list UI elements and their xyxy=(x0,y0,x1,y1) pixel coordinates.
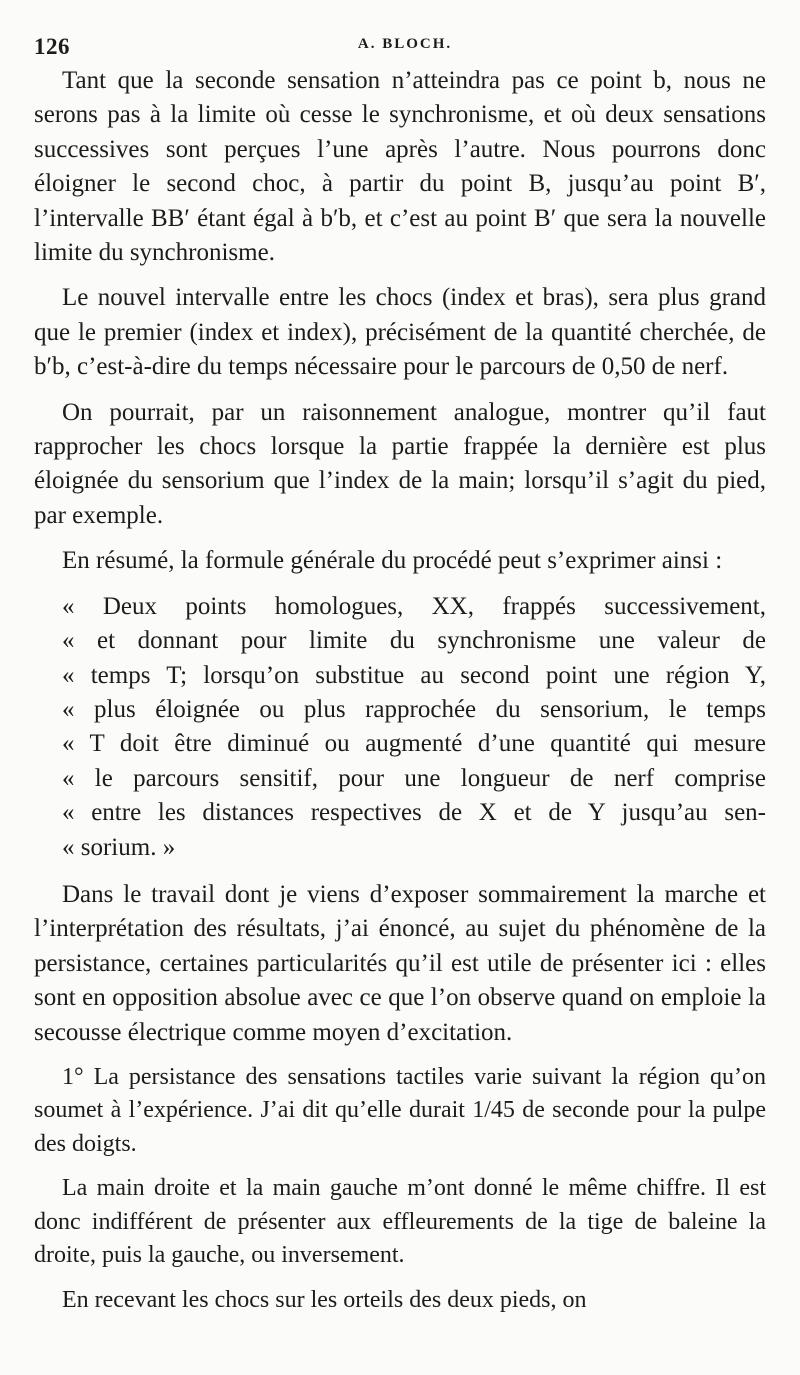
paragraph: La main droite et la main gauche m’ont donné le même chiffre. Il est donc indifférent de présenter aux effleurements de la tige de baleine la droite, puis la gauche, ou inversement. xyxy=(34,1175,766,1269)
quote-line: « temps T; lorsqu’on substitue au second point une région Y, xyxy=(62,661,766,689)
page-header xyxy=(34,34,776,64)
block-quote xyxy=(34,590,766,865)
quote-line: « plus éloignée ou plus rapprochée du sensorium, le temps xyxy=(62,695,766,723)
paragraph: En recevant les chocs sur les orteils des deux pieds, on xyxy=(62,1286,587,1313)
quote-line: « Deux points homologues, XX, frappés successivement, xyxy=(62,592,766,620)
paragraph: Dans le travail dont je viens d’exposer sommairement la marche et l’interprétation des résultats, j’ai énoncé, au sujet du phénomène de la persistance, certaines particularités qu’il est utile de présenter ici : elles sont en opposition absolue avec ce que l’on observe quand on emploie la secousse électrique comme moyen d’excitation. xyxy=(34,880,766,1046)
paragraph: On pourrait, par un raisonnement analogue, montrer qu’il faut rapprocher les chocs lorsque la partie frappée la dernière est plus éloignée du sensorium que l’index de la main; lorsqu’il s’agit du pied, par exemple. xyxy=(34,398,766,529)
paragraph: Le nouvel intervalle entre les chocs (index et bras), sera plus grand que le premier (index et index), précisément de la quantité cherchée, de b′b, c’est-à-dire du temps nécessaire pour le parcours de 0,50 de nerf. xyxy=(34,284,766,381)
quote-line: « le parcours sensitif, pour une longueur de nerf comprise xyxy=(62,764,766,792)
body-text xyxy=(34,64,766,1317)
quote-line: « entre les distances respectives de X et de Y jusqu’au sen- xyxy=(62,799,766,827)
running-head: A. BLOCH. xyxy=(357,36,453,52)
paragraph: En résumé, la formule générale du procédé peut s’exprimer ainsi : xyxy=(62,547,723,575)
page-number: 126 xyxy=(34,34,70,59)
quote-line: « T doit être diminué ou augmenté d’une quantité qui mesure xyxy=(62,730,766,758)
paragraph: 1° La persistance des sensations tactiles varie suivant la région qu’on soumet à l’expérience. J’ai dit qu’elle durait 1/45 de seconde pour la pulpe des doigts. xyxy=(34,1063,766,1157)
quote-line: « et donnant pour limite du synchronisme une valeur de xyxy=(62,627,766,655)
paragraph: Tant que la seconde sensation n’atteindra pas ce point b, nous ne serons pas à la limite où cesse le synchronisme, et où deux sensations successives sont perçues l’une après l’autre. Nous pourrons donc éloigner le second choc, à partir du point B, jusqu’au point B′, l’intervalle BB′ étant égal à b′b, et c’est au point B′ que sera la nouvelle limite du synchronisme. xyxy=(34,67,766,267)
quote-line: « sorium. » xyxy=(62,833,176,861)
